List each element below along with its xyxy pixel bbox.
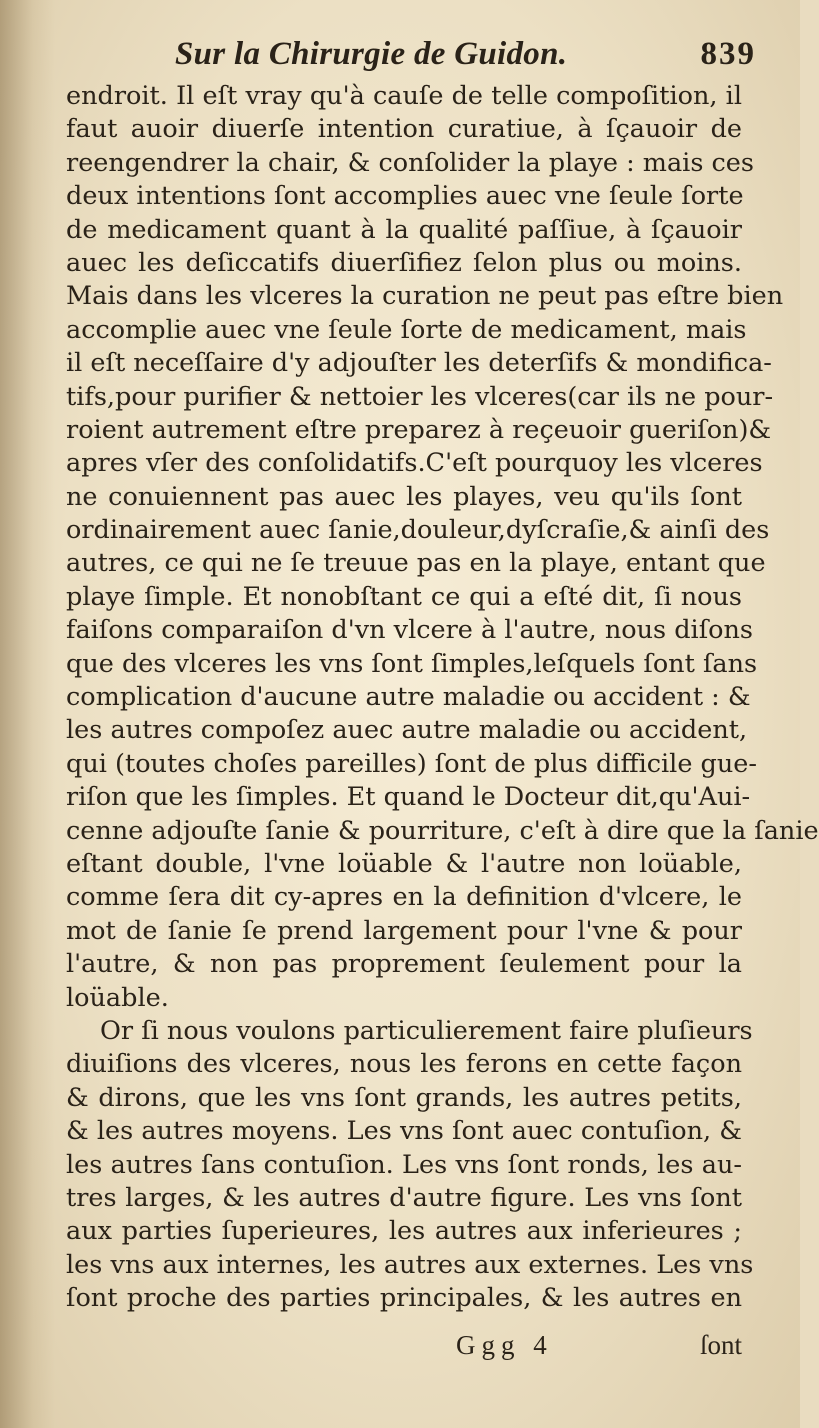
body-text <box>66 80 819 1315</box>
text-line: que des vlceres les vns ſont ſimples,leſquels ſont ſans <box>66 648 758 679</box>
text-line: apres vſer des conſolidatifs.C'eſt pourquoy les vlceres <box>66 448 763 479</box>
text-line: faut auoir diuerſe intention curatiue, à ſçauoir de <box>66 114 742 145</box>
text-line: ordinairement auec ſanie,douleur,dyſcraſie,& ainſi des <box>66 515 770 546</box>
text-line: de medicament quant à la qualité paſſiue, à ſçauoir <box>66 214 742 245</box>
text-line: comme ſera dit cy-apres en la definition d'vlcere, le <box>66 882 742 913</box>
page-footer <box>66 1330 742 1370</box>
signature-mark: Ggg 4 <box>456 1330 553 1360</box>
text-line: & dirons, que les vns ſont grands, les autres petits, <box>66 1082 742 1113</box>
text-line: cenne adjouſte ſanie & pourriture, c'eſt à dire que la ſanie <box>66 815 819 846</box>
text-line: il eſt neceſſaire d'y adjouſter les deterſifs & mondifica- <box>66 348 772 379</box>
text-line: mot de ſanie ſe prend largement pour l'vne & pour <box>66 915 742 946</box>
text-line: ſont proche des parties principales, & les autres en <box>66 1283 742 1314</box>
catchword: ſont <box>699 1330 742 1360</box>
text-line: l'autre, & non pas proprement ſeulement pour la <box>66 949 742 980</box>
text-line: diuiſions des vlceres, nous les ferons en cette façon <box>66 1049 742 1080</box>
running-title: Sur la Chirurgie de Guidon. <box>175 36 568 72</box>
page-header <box>70 36 772 80</box>
text-line: auec les deſiccatifs diuerſifiez ſelon plus ou moins. <box>66 247 742 278</box>
text-line: roient autrement eſtre preparez à reçeuoir gueriſon)& <box>66 414 772 445</box>
text-line: ne conuiennent pas auec les playes, veu qu'ils ſont <box>66 481 742 512</box>
text-line: Mais dans les vlceres la curation ne peut pas eſtre bien <box>66 281 784 312</box>
text-line: aux parties ſuperieures, les autres aux inferieures ; <box>66 1216 742 1247</box>
text-line: tifs,pour purifier & nettoier les vlceres(car ils ne pour- <box>66 381 774 412</box>
text-line: reengendrer la chair, & conſolider la playe : mais ces <box>66 147 754 178</box>
text-line: les vns aux internes, les autres aux externes. Les vns <box>66 1249 754 1280</box>
text-line: deux intentions ſont accomplies auec vne ſeule ſorte <box>66 181 744 212</box>
text-line: playe ſimple. Et nonobſtant ce qui a eſté dit, ſi nous <box>66 581 742 612</box>
text-line: tres larges, & les autres d'autre figure. Les vns ſont <box>66 1182 742 1213</box>
binding-gutter-shadow <box>0 0 55 1428</box>
text-line: qui (toutes choſes pareilles) ſont de plus difficile gue- <box>66 748 757 779</box>
text-line-paragraph-start: Or ſi nous voulons particulierement faire pluſieurs <box>100 1015 753 1046</box>
text-line: eſtant double, l'vne loüable & l'autre non loüable, <box>66 848 742 879</box>
text-line: riſon que les ſimples. Et quand le Docteur dit,qu'Aui- <box>66 782 751 813</box>
text-line: accomplie auec vne ſeule ſorte de medicament, mais <box>66 314 747 345</box>
text-line: autres, ce qui ne ſe treuue pas en la playe, entant que <box>66 548 766 579</box>
text-line: & les autres moyens. Les vns ſont auec contuſion, & <box>66 1116 742 1147</box>
text-line-paragraph-end: loüable. <box>66 982 169 1013</box>
page-number: 839 <box>700 36 756 72</box>
text-line: faiſons comparaiſon d'vn vlcere à l'autre, nous diſons <box>66 615 754 646</box>
text-line: endroit. Il eſt vray qu'à cauſe de telle compoſition, il <box>66 81 742 111</box>
text-line: les autres compoſez auec autre maladie ou accident, <box>66 715 748 746</box>
text-line: les autres ſans contuſion. Les vns ſont ronds, les au- <box>66 1149 742 1180</box>
text-line: complication d'aucune autre maladie ou accident : & <box>66 682 751 713</box>
